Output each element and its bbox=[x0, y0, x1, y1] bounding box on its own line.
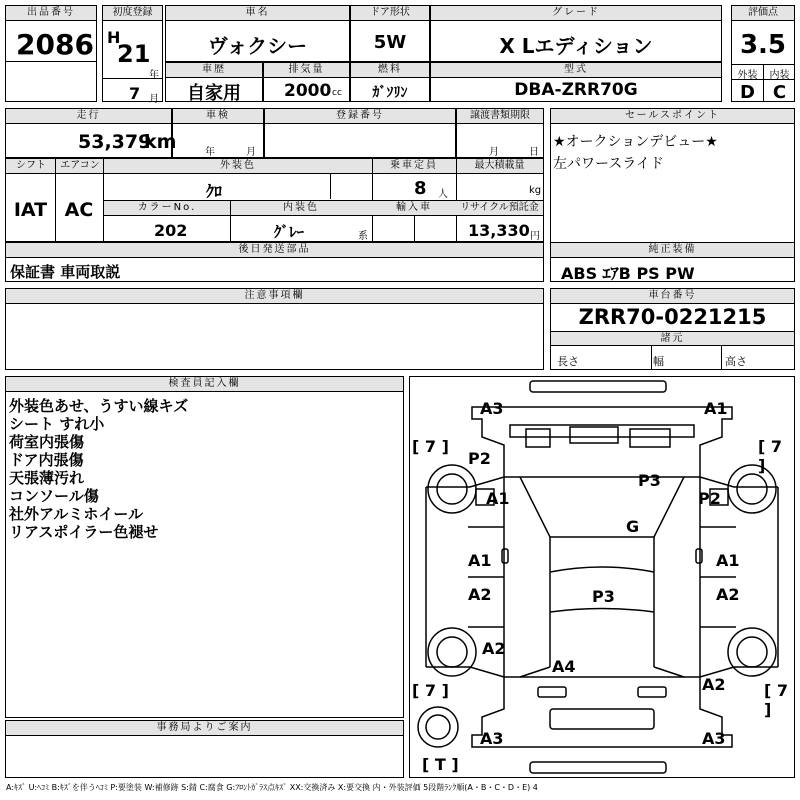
first-registration-label: 初度登録 bbox=[103, 6, 162, 21]
shift-label: シフト bbox=[6, 159, 56, 174]
displacement-box bbox=[263, 62, 350, 102]
mileage-box bbox=[5, 108, 177, 158]
car-name-label: 車名 bbox=[166, 6, 349, 21]
recycle-label: リサイクル預託金 bbox=[456, 201, 543, 216]
history-value: 自家用 bbox=[187, 83, 241, 104]
first-registration-year: 21 bbox=[117, 40, 151, 68]
first-registration-era: H bbox=[107, 28, 121, 47]
displacement-value: 2000 bbox=[284, 81, 332, 101]
inspection-year-unit: 年 bbox=[205, 147, 215, 158]
damage-mark: A1 bbox=[468, 551, 492, 570]
damage-mark: A3 bbox=[480, 729, 504, 748]
score-box bbox=[731, 5, 795, 102]
genuine-equipment-label: 純正装備 bbox=[551, 243, 794, 258]
inspector-remark: ドア内張傷 bbox=[9, 451, 84, 469]
exterior-score-label: 外装 bbox=[737, 70, 758, 81]
rear-right-tire-icon bbox=[728, 628, 776, 676]
damage-mark: A3 bbox=[702, 729, 726, 748]
first-registration-month-unit: 月 bbox=[149, 94, 159, 105]
shift-value: IAT bbox=[13, 199, 48, 221]
damage-mark: P3 bbox=[592, 587, 615, 606]
transfer-deadline-box bbox=[456, 108, 544, 158]
score-value: 3.5 bbox=[739, 30, 787, 60]
notes-box bbox=[5, 288, 544, 370]
damage-mark: A2 bbox=[468, 585, 492, 604]
inspector-label: 検査員記入欄 bbox=[6, 377, 403, 392]
model-label: 型式 bbox=[431, 63, 721, 78]
registration-label: 登録番号 bbox=[265, 109, 455, 124]
interior-color-label: 内装色 bbox=[230, 201, 372, 216]
rear-left-tire-label: [ 7 ] bbox=[412, 681, 449, 700]
damage-mark: A3 bbox=[480, 399, 504, 418]
inspection-box bbox=[172, 108, 264, 158]
recycle-unit: 円 bbox=[530, 231, 540, 242]
genuine-equipment-value: ABS ｴｱB PS PW bbox=[561, 264, 695, 283]
interior-color-unit: 系 bbox=[358, 231, 368, 242]
first-registration-year-unit: 年 bbox=[149, 70, 159, 81]
spec-height-label: 高さ bbox=[725, 355, 747, 368]
inspector-remark: シート すれ小 bbox=[9, 415, 105, 433]
door-type-value: 5W bbox=[373, 32, 407, 53]
later-parts-value: 保証書 車両取説 bbox=[10, 263, 121, 281]
chassis-label: 車台番号 bbox=[551, 289, 794, 304]
capacity-unit: 人 bbox=[438, 189, 448, 200]
office-label: 事務局よりご案内 bbox=[6, 721, 403, 736]
damage-mark: A1 bbox=[716, 551, 740, 570]
first-registration-box bbox=[102, 5, 163, 105]
recycle-value: 13,330 bbox=[468, 221, 530, 240]
car-outline-diagram bbox=[410, 377, 794, 777]
transfer-deadline-label: 譲渡書類期限 bbox=[457, 109, 543, 124]
max-load-label: 最大積載量 bbox=[456, 159, 543, 174]
aircon-label: エアコン bbox=[56, 159, 104, 174]
damage-mark: P2 bbox=[468, 449, 491, 468]
history-label: 車歴 bbox=[166, 63, 262, 78]
spare-tire-icon bbox=[418, 707, 458, 747]
inspector-remark: 荷室内張傷 bbox=[9, 433, 85, 451]
model-box bbox=[430, 62, 722, 102]
inspection-month-unit: 月 bbox=[246, 147, 256, 158]
grade-value: X Lエディション bbox=[499, 34, 653, 58]
inspection-label: 車検 bbox=[173, 109, 263, 124]
specs-label: 諸元 bbox=[551, 331, 794, 346]
history-box bbox=[165, 62, 263, 102]
door-type-box bbox=[350, 5, 430, 62]
spec-width-label: 幅 bbox=[653, 355, 664, 368]
mileage-value: 53,379 bbox=[78, 131, 152, 153]
interior-score-value: C bbox=[772, 82, 787, 103]
inspector-box bbox=[5, 376, 404, 718]
damage-legend: A:ｷｽﾞ U:ﾍｺﾐ B:ｷｽﾞを伴うﾍｺﾐ P:要塗装 W:補修跡 S:錆 C:腐食 G:ﾌﾛﾝﾄｶﾞﾗｽ点ｷｽﾞ XX:交換済み X:要交換 内・外装評価 5段階ﾗﾝｸ順(A・B・C・D・E) 4 bbox=[6, 783, 538, 792]
lot-number-label: 出品番号 bbox=[6, 6, 96, 21]
spec-length-label: 長さ bbox=[557, 355, 579, 368]
car-name-box bbox=[165, 5, 350, 62]
grade-box bbox=[430, 5, 722, 62]
max-load-unit: kg bbox=[529, 185, 542, 196]
inspector-remark: 天張薄汚れ bbox=[9, 469, 85, 487]
sales-points-box bbox=[550, 108, 795, 282]
grade-label: グレード bbox=[431, 6, 721, 21]
transfer-deadline-day-unit: 日 bbox=[529, 147, 539, 158]
exterior-color-label: 外装色 bbox=[104, 159, 372, 174]
spare-tire-label: [ T ] bbox=[422, 755, 459, 774]
sales-point-line: 左パワースライド bbox=[553, 156, 664, 172]
score-label: 評価点 bbox=[732, 6, 794, 21]
color-no-label: カラーNo. bbox=[104, 201, 230, 216]
inspector-remark: 社外アルミホイール bbox=[9, 505, 144, 523]
sales-point-line: ★オークションデビュー★ bbox=[553, 134, 718, 150]
exterior-color-value: ｸﾛ bbox=[206, 182, 223, 201]
damage-mark: A2 bbox=[716, 585, 740, 604]
mileage-label: 走行 bbox=[6, 109, 171, 124]
chassis-value: ZRR70-0221215 bbox=[578, 305, 767, 329]
car-name-value: ヴォクシー bbox=[207, 34, 308, 58]
transfer-deadline-month-unit: 月 bbox=[489, 147, 499, 158]
damage-mark: P2 bbox=[698, 489, 721, 508]
interior-color-value: ｸﾞﾚｰ bbox=[274, 223, 305, 241]
inspector-remark: リアスポイラー色褪せ bbox=[9, 523, 159, 541]
inspector-remark: 外装色あせ、うすい線キズ bbox=[9, 397, 189, 415]
damage-mark: A4 bbox=[552, 657, 576, 676]
fuel-value: ｶﾞｿﾘﾝ bbox=[372, 85, 408, 101]
chassis-box bbox=[550, 288, 795, 370]
office-box bbox=[5, 720, 404, 778]
fuel-label: 燃料 bbox=[351, 63, 429, 78]
front-right-tire-label: [ 7 ] bbox=[758, 437, 783, 475]
aircon-value: AC bbox=[64, 199, 94, 221]
displacement-unit: cc bbox=[332, 88, 342, 98]
exterior-score-value: D bbox=[740, 82, 755, 103]
model-value: DBA-ZRR70G bbox=[514, 80, 638, 100]
mileage-unit: km bbox=[144, 131, 177, 153]
damage-mark: A1 bbox=[486, 489, 510, 508]
damage-mark: A2 bbox=[482, 639, 506, 658]
lot-number-box bbox=[5, 5, 97, 102]
fuel-box bbox=[350, 62, 430, 102]
inspector-remark: コンソール傷 bbox=[9, 487, 99, 505]
damage-mark: G bbox=[626, 517, 640, 536]
interior-score-label: 内装 bbox=[769, 70, 790, 81]
capacity-value: 8 bbox=[414, 178, 427, 199]
sales-points-label: セールスポイント bbox=[551, 109, 794, 124]
front-left-tire-label: [ 7 ] bbox=[412, 437, 449, 456]
import-label: 輸入車 bbox=[372, 201, 456, 216]
damage-mark: P3 bbox=[638, 471, 661, 490]
later-parts-box bbox=[5, 242, 544, 282]
displacement-label: 排気量 bbox=[264, 63, 349, 78]
first-registration-month: 7 bbox=[129, 84, 141, 103]
front-left-tire-icon bbox=[428, 465, 476, 513]
damage-mark: A1 bbox=[704, 399, 728, 418]
lot-number-value: 2086 bbox=[16, 28, 94, 61]
rear-right-tire-label: [ 7 ] bbox=[764, 681, 789, 719]
car-diagram bbox=[409, 376, 795, 778]
damage-mark: A2 bbox=[702, 675, 726, 694]
registration-box bbox=[264, 108, 456, 158]
color-no-value: 202 bbox=[154, 221, 188, 240]
spec-grid bbox=[5, 158, 544, 242]
rear-left-tire-icon bbox=[428, 628, 476, 676]
door-type-label: ドア形状 bbox=[351, 6, 429, 21]
notes-label: 注意事項欄 bbox=[6, 289, 543, 304]
capacity-label: 乗車定員 bbox=[372, 159, 456, 174]
later-parts-label: 後日発送部品 bbox=[6, 243, 543, 258]
